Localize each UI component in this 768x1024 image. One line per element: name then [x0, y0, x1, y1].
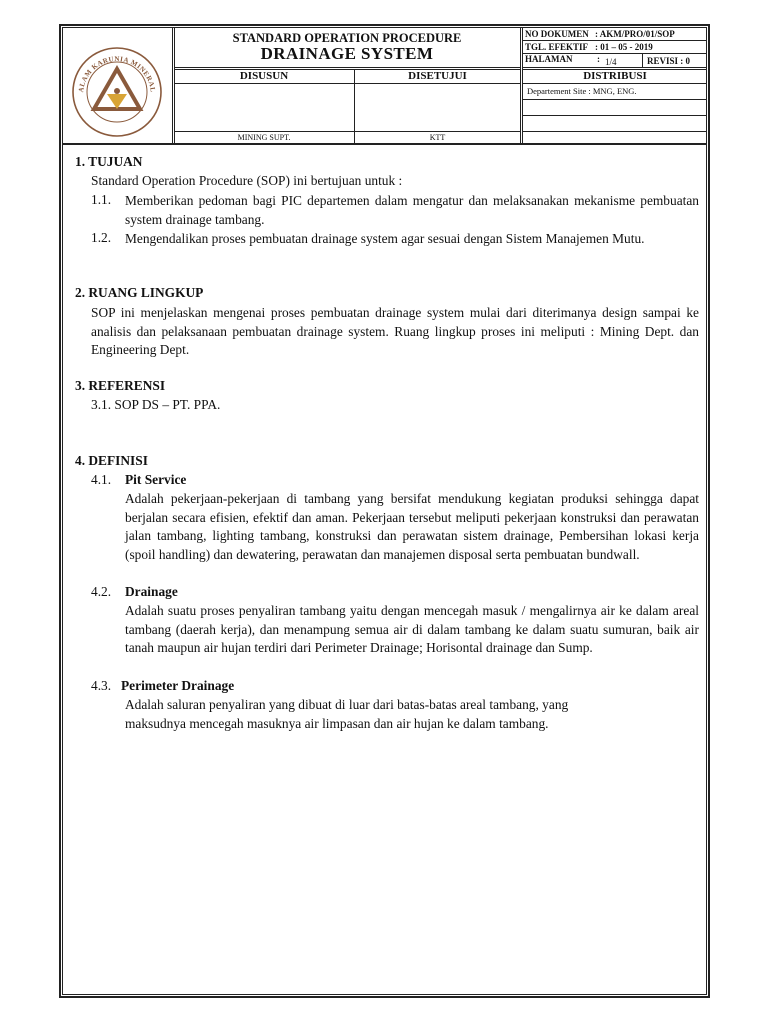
distribusi-line-3	[523, 115, 707, 116]
tgl-efektif-label: TGL. EFEKTIF	[525, 42, 589, 52]
title-divider	[520, 27, 521, 144]
definisi-item2-text: Adalah suatu proses penyaliran tambang yaitu dengan mencegah masuk / mengalirnya air ke dalam areal tambang (daerah kerja), dan menampung semua air di dalam tambang ke dalam suatu sumuran, baik air tanah maupun air hujan terdiri dari Perimeter Drainage; Horisontal drainage dan Sump.	[125, 603, 699, 656]
signature-name-line	[174, 131, 520, 132]
title-line2: DRAINAGE SYSTEM	[260, 44, 434, 63]
mining-supt-label: MINING SUPT.	[237, 133, 291, 142]
tujuan-item2-num: 1.2.	[91, 230, 112, 245]
definisi-item1-num: 4.1.	[91, 472, 112, 487]
distribusi-line-4	[523, 131, 707, 132]
definisi-item2-title: Drainage	[125, 584, 178, 599]
svg-text:ALAM KARUNIA MINERAL: ALAM KARUNIA MINERAL	[77, 54, 157, 93]
no-dokumen-value: : AKM/PRO/01/SOP	[595, 29, 675, 39]
section-referensi-title: 3. REFERENSI	[75, 378, 166, 393]
tujuan-item1-num: 1.1.	[91, 192, 112, 207]
revisi-divider	[642, 54, 643, 68]
definisi-item2-num: 4.2.	[91, 584, 112, 599]
logo-divider	[172, 27, 173, 144]
tujuan-item2-text: Mengendalikan proses pembuatan drainage system agar sesuai dengan Sistem Manajemen Mutu.	[125, 231, 645, 246]
title-divider-2	[522, 27, 523, 144]
distribusi-line-1	[523, 83, 707, 84]
referensi-item1: 3.1. SOP DS – PT. PPA.	[91, 397, 221, 412]
no-dokumen-label: NO DOKUMEN	[525, 29, 589, 39]
halaman-label: HALAMAN	[525, 54, 573, 64]
definisi-item1-title: Pit Service	[125, 472, 187, 487]
header-bottom-line	[62, 143, 707, 145]
company-logo-icon	[70, 45, 164, 139]
disetujui-label: DISETUJUI	[408, 70, 467, 82]
tujuan-intro: Standard Operation Procedure (SOP) ini bertujuan untuk :	[91, 173, 403, 188]
section-definisi-title: 4. DEFINISI	[75, 453, 148, 468]
halaman-value: 1/4	[605, 57, 617, 67]
tgl-efektif-value: : 01 – 05 - 2019	[595, 42, 653, 52]
departement-site: Departement Site : MNG, ENG.	[527, 86, 637, 96]
definisi-item3-title: Perimeter Drainage	[121, 678, 235, 693]
definisi-item1-text: Adalah pekerjaan-pekerjaan di tambang yang bersifat mendukung kegiatan produksi sehingga dapat berjalan secara efisien, efektif dan aman. Pekerjaan tersebut meliputi pekerjaan konstruksi dan perawatan jalan tambang, lighting tambang, konstruksi dan perawatan sistem drainage, Pembersihan lokasi kerja (spoil handling) dan dewatering, perawatan dan manajemen disposal serta pembuatan bundwall.	[125, 491, 699, 562]
definisi-item3-num: 4.3.	[91, 678, 112, 693]
title-bottom-line	[174, 67, 520, 68]
doc-row-line-1	[523, 40, 707, 41]
revisi-value: REVISI : 0	[647, 56, 691, 66]
ruang-lingkup-text: SOP ini menjelaskan mengenai proses pembuatan drainage system mulai dari diterimanya design sampai ke analisis dan pelaksanaan pembuatan drainage system. Ruang lingkup proses ini meliputi : Mining Dept. dan Engineering Dept.	[91, 305, 699, 358]
disusun-label: DISUSUN	[239, 70, 289, 82]
title-line1: STANDARD OPERATION PROCEDURE	[232, 31, 462, 45]
section-tujuan-title: 1. TUJUAN	[75, 154, 143, 169]
halaman-colon: :	[597, 54, 600, 64]
section-ruang-lingkup-title: 2. RUANG LINGKUP	[75, 285, 204, 300]
definisi-item3-text: Adalah saluran penyaliran yang dibuat di luar dari batas-batas areal tambang, yang maksudnya mencegah masuknya air limpasan dan air hujan ke dalam tambang.	[125, 697, 569, 731]
signature-header-line	[174, 83, 520, 84]
doc-row-line-3	[523, 67, 707, 68]
ktt-label: KTT	[429, 133, 446, 142]
distribusi-label: DISTRIBUSI	[583, 70, 647, 82]
tujuan-item1-text: Memberikan pedoman bagi PIC departemen dalam mengatur dan melaksanakan mekanisme pembuatan system drainage tambang.	[125, 193, 699, 227]
distribusi-line-2	[523, 99, 707, 100]
